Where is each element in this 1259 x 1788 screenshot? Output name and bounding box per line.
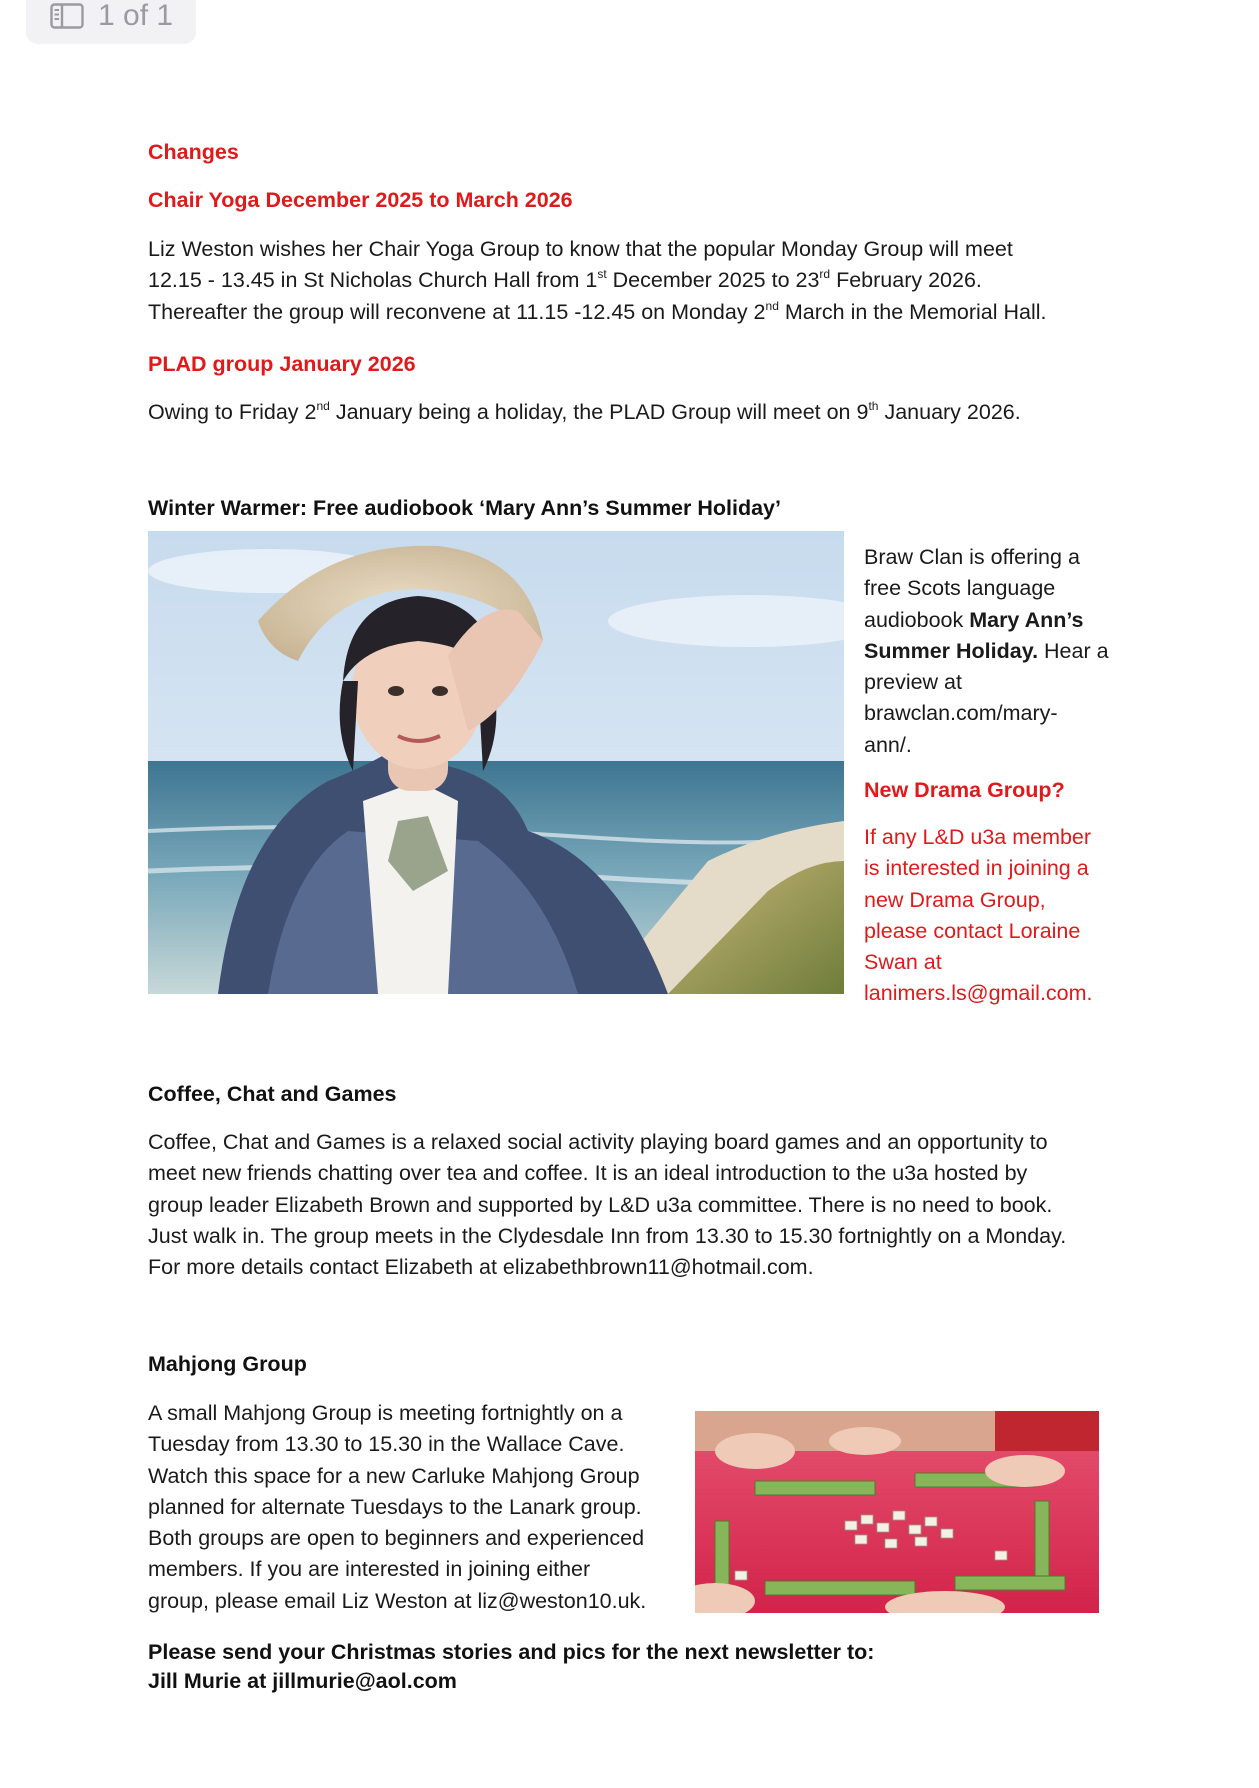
chair-yoga-line: Thereafter the group will reconvene at 11.15 -12.45 on Monday 2nd March in the Memorial Hall. [148,298,1047,324]
plad-heading: PLAD group January 2026 [148,352,416,376]
newsletter-request: Please send your Christmas stories and pics for the next newsletter to: Jill Murie at jillmurie@aol.com [148,1638,874,1696]
audiobook-link[interactable]: ann/. [864,732,912,757]
chair-yoga-paragraph [148,234,1047,328]
coffee-paragraph: Coffee, Chat and Games is a relaxed social activity playing board games and an opportunity to meet new friends chatting over tea and coffee. It is an ideal introduction to the u3a hosted by group leader Elizabeth Brown and supported by L&D u3a committee. There is no need to book. Just walk in. The group meets in the Clydesdale Inn from 13.30 to 15.30 fortnightly on a Monday. For more details contact Elizabeth at elizabethbrown11@hotmail.com. [148,1130,1067,1280]
audiobook-description: Braw Clan is offering a free Scots language audiobook Mary Ann’s Summer Holiday. Hear a preview at brawclan.com/mary- ann/. [864,542,1109,761]
audiobook-link[interactable]: brawclan.com/mary- [864,701,1058,726]
plad-paragraph: Owing to Friday 2nd January being a holiday, the PLAD Group will meet on 9th January 2026. [148,399,1021,424]
mahjong-photo [695,1411,1099,1613]
mahjong-paragraph: A small Mahjong Group is meeting fortnightly on a Tuesday from 13.30 to 15.30 in the Wallace Cave. Watch this space for a new Carluke Mahjong Group planned for alternate Tuesdays to the Lanark group. Both groups are open to beginners and experienced members. If you are interested in joining either group, please email Liz Weston at liz@weston10.uk. [148,1401,647,1613]
page-thumbnail-icon [50,3,84,29]
winter-warmer-heading: Winter Warmer: Free audiobook ‘Mary Ann’s Summer Holiday’ [148,496,781,520]
audiobook-photo [148,531,844,994]
mahjong-heading: Mahjong Group [148,1352,307,1376]
chair-yoga-line: 12.15 - 13.45 in St Nicholas Church Hall from 1st December 2025 to 23rd February 2026. [148,267,982,293]
changes-heading: Changes [148,140,239,164]
page-indicator-label: 1 of 1 [98,0,174,32]
drama-paragraph: If any L&D u3a member is interested in joining a new Drama Group, please contact Loraine Swan at lanimers.ls@gmail.com. [864,822,1093,1010]
mahjong-table-image [695,1411,1099,1613]
coffee-heading: Coffee, Chat and Games [148,1082,397,1106]
chair-yoga-heading: Chair Yoga December 2025 to March 2026 [148,188,573,212]
drama-email-link[interactable]: lanimers.ls@gmail.com. [864,981,1093,1006]
drama-heading: New Drama Group? [864,778,1065,802]
newsletter-contact: Jill Murie at jillmurie@aol.com [148,1669,457,1693]
page-indicator[interactable] [26,0,196,44]
woman-in-bonnet-image [148,531,844,994]
chair-yoga-line: Liz Weston wishes her Chair Yoga Group to know that the popular Monday Group will meet [148,237,1013,261]
